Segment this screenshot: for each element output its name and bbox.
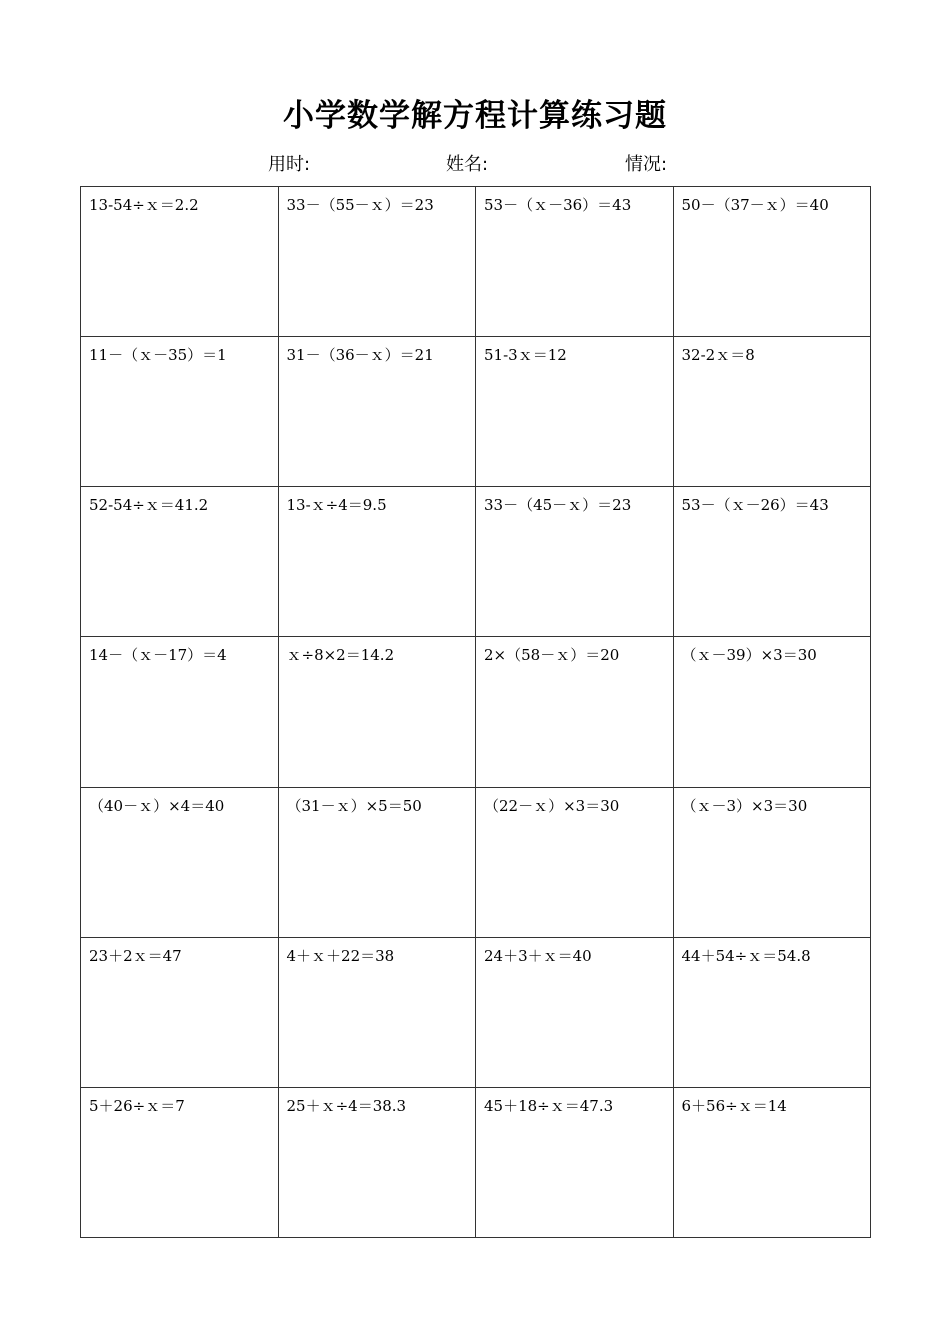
- problem-cell: 53－（ｘ－26）＝43: [674, 487, 872, 637]
- problem-cell: （40－ｘ）×4＝40: [81, 788, 279, 938]
- problem-cell: ｘ÷8×2＝14.2: [279, 637, 477, 787]
- problem-cell: 50－（37－ｘ）＝40: [674, 187, 872, 337]
- problem-cell: 32-2ｘ＝8: [674, 337, 872, 487]
- problem-cell: 31－（36－ｘ）＝21: [279, 337, 477, 487]
- problem-cell: （ｘ－3）×3＝30: [674, 788, 872, 938]
- worksheet-title: 小学数学解方程计算练习题: [283, 98, 667, 134]
- problem-cell: 2×（58－ｘ）＝20: [476, 637, 674, 787]
- name-label: 姓名:: [446, 154, 489, 175]
- problem-cell: 13-54÷ｘ＝2.2: [81, 187, 279, 337]
- problem-cell: 44＋54÷ｘ＝54.8: [674, 938, 872, 1088]
- problem-cell: （31－ｘ）×5＝50: [279, 788, 477, 938]
- problem-cell: 5＋26÷ｘ＝7: [81, 1088, 279, 1238]
- problem-cell: 13-ｘ÷4＝9.5: [279, 487, 477, 637]
- problem-cell: 33－（55－ｘ）＝23: [279, 187, 477, 337]
- problem-cell: 51-3ｘ＝12: [476, 337, 674, 487]
- problem-cell: 4＋ｘ＋22＝38: [279, 938, 477, 1088]
- problem-cell: 14－（ｘ－17）＝4: [81, 637, 279, 787]
- problem-grid: [80, 186, 871, 1238]
- problem-cell: 45＋18÷ｘ＝47.3: [476, 1088, 674, 1238]
- time-label: 用时:: [268, 154, 311, 175]
- problem-cell: 6＋56÷ｘ＝14: [674, 1088, 872, 1238]
- problem-cell: 33－（45－ｘ）＝23: [476, 487, 674, 637]
- problem-cell: 52-54÷ｘ＝41.2: [81, 487, 279, 637]
- problem-cell: 53－（ｘ－36）＝43: [476, 187, 674, 337]
- status-label: 情况:: [625, 154, 668, 175]
- problem-cell: （22－ｘ）×3＝30: [476, 788, 674, 938]
- problem-cell: 24＋3＋ｘ＝40: [476, 938, 674, 1088]
- problem-cell: 11－（ｘ－35）＝1: [81, 337, 279, 487]
- problem-cell: 23＋2ｘ＝47: [81, 938, 279, 1088]
- problem-cell: 25＋ｘ÷4＝38.3: [279, 1088, 477, 1238]
- problem-cell: （ｘ－39）×3＝30: [674, 637, 872, 787]
